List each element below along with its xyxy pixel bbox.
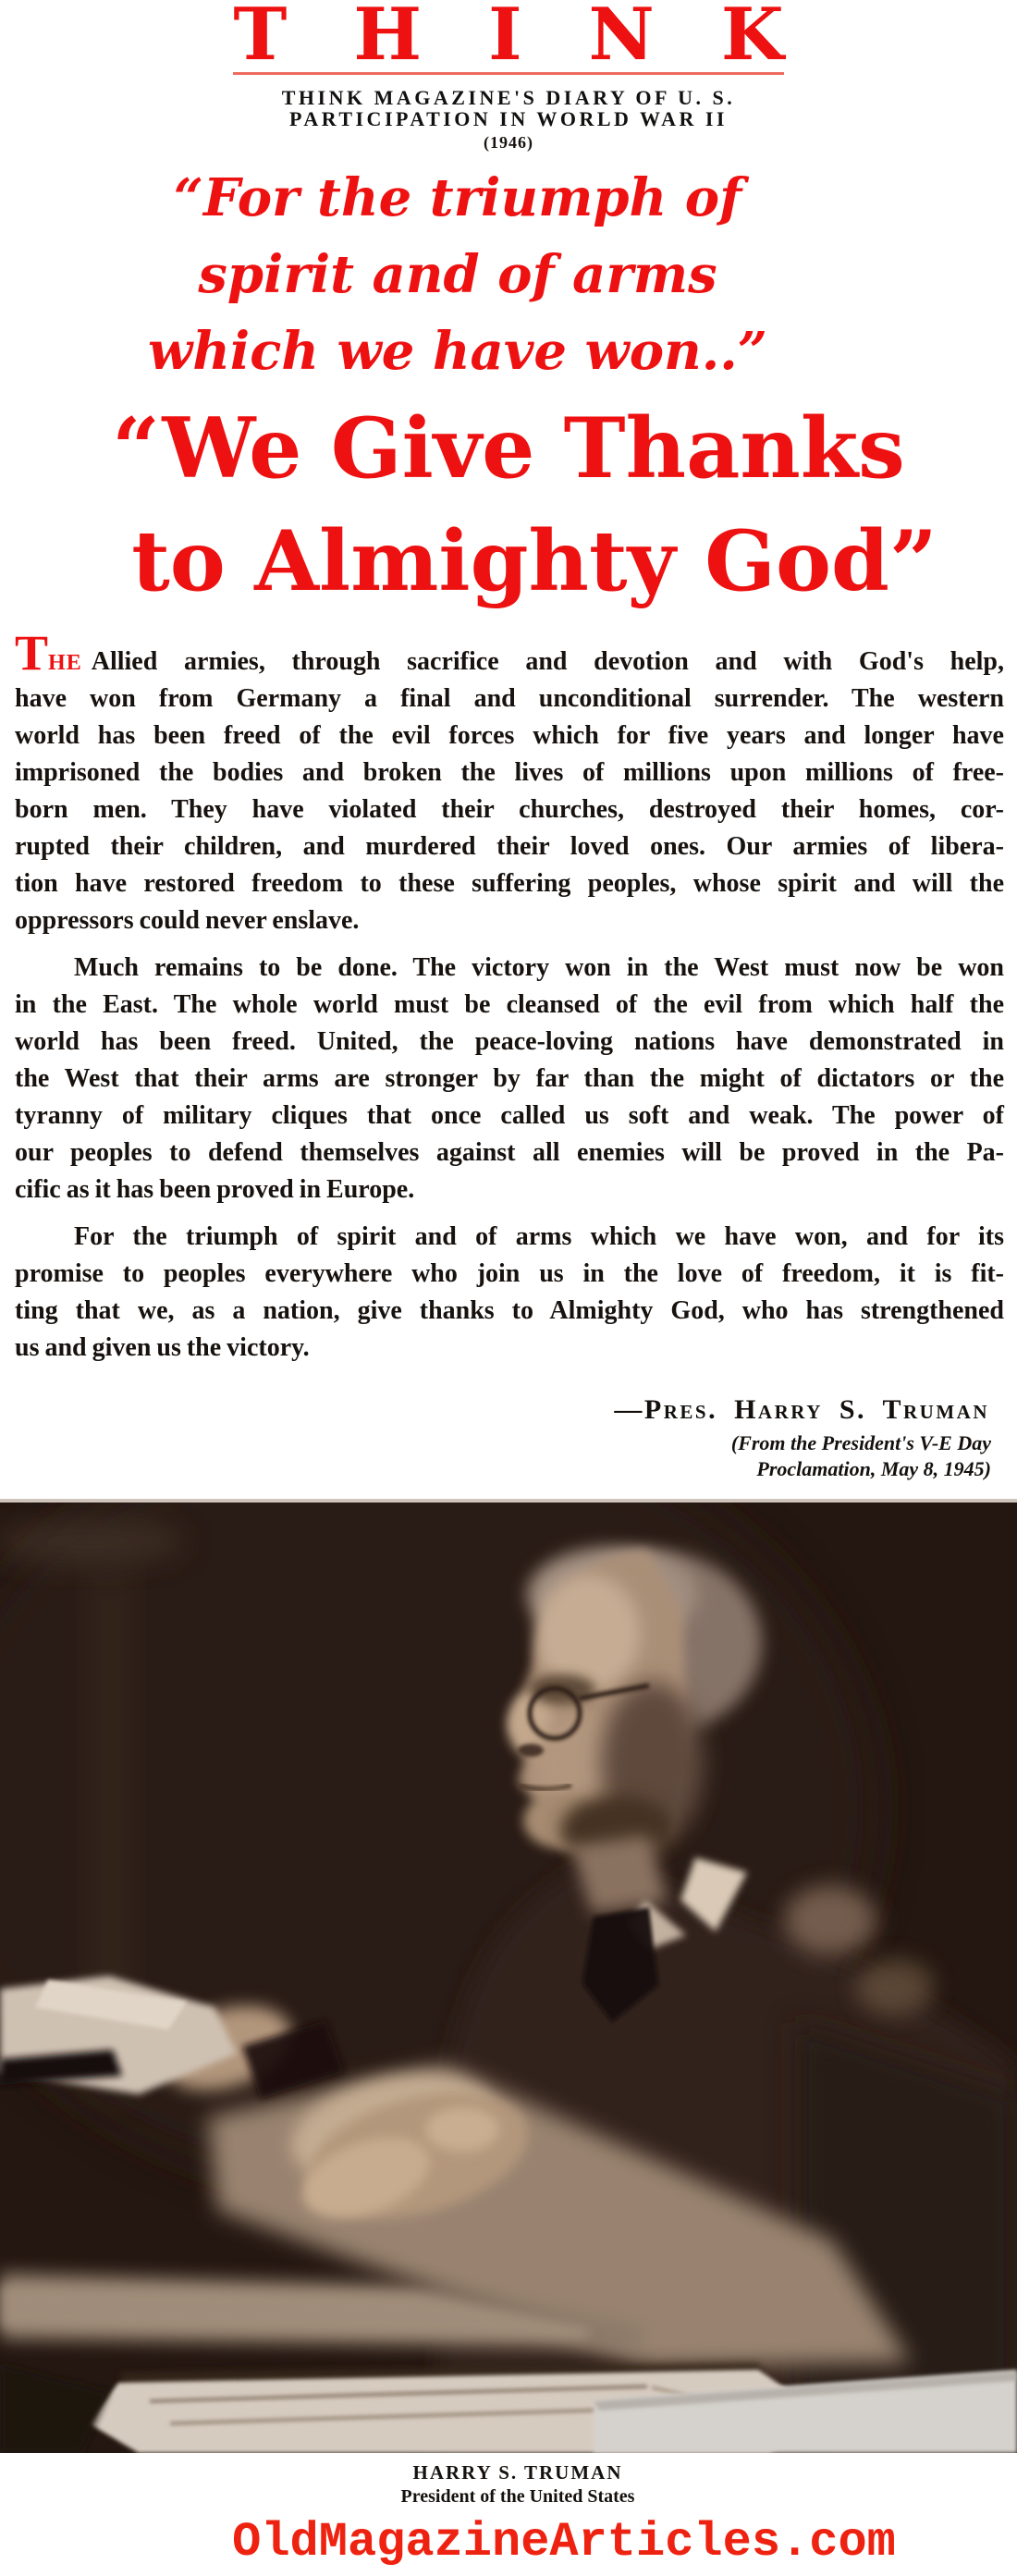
masthead xyxy=(0,0,1017,153)
paragraph-3 xyxy=(15,1219,1004,1367)
body-line: rupted their children, and murdered their loved ones. Our armies of libera- xyxy=(15,832,1004,861)
body-line: us and given us the victory. xyxy=(15,1333,310,1362)
pull-quote-line1: “For the triumph of xyxy=(173,167,742,228)
magazine-title: THINK xyxy=(233,0,851,77)
attribution-credit xyxy=(0,1430,1017,1482)
body-line: tion have restored freedom to these suffering peoples, whose spirit and will the xyxy=(15,869,1004,898)
body-line: cific as it has been proved in Europe. xyxy=(15,1175,415,1204)
body-line: tyranny of military cliques that once called us soft and weak. The power of xyxy=(15,1101,1004,1130)
masthead-subtitle-line1: THINK MAGAZINE'S DIARY OF U. S. xyxy=(281,86,736,109)
body-line xyxy=(15,625,1004,681)
photo-frame xyxy=(0,1499,1017,2453)
body-line: imprisoned the bodies and broken the lives of millions upon millions of free- xyxy=(15,758,1004,787)
pull-quote xyxy=(0,160,915,390)
paragraph-2 xyxy=(15,950,1004,1208)
body-line: ting that we, as a nation, give thanks to Almighty God, who has strengthened xyxy=(15,1296,1004,1325)
dropcap-letter: T xyxy=(15,625,49,681)
photo-caption-title: President of the United States xyxy=(400,2486,635,2507)
masthead-year: (1946) xyxy=(484,133,533,152)
article-body xyxy=(15,625,1004,1367)
body-line: the West that their arms are stronger by far than the might of dictators or the xyxy=(15,1064,1004,1093)
photo-caption-name: HARRY S. TRUMAN xyxy=(412,2461,623,2484)
headline-line2: to Almighty God” xyxy=(131,512,937,610)
body-line: have won from Germany a final and unconditional surrender. The western xyxy=(15,684,1004,713)
body-line: world has been freed. United, the peace-loving nations have demonstrated in xyxy=(15,1027,1004,1056)
paragraph-1 xyxy=(15,625,1004,939)
body-line: born men. They have violated their churches, destroyed their homes, cor- xyxy=(15,795,1004,824)
credit-line2: Proclamation, May 8, 1945) xyxy=(756,1457,991,1480)
dropcap-smallcaps: HE xyxy=(48,651,82,675)
body-line: promise to peoples everywhere who join us in the love of freedom, it is fit- xyxy=(15,1259,1004,1288)
body-line: world has been freed of the evil forces which for five years and longer have xyxy=(15,721,1004,750)
truman-photo xyxy=(0,1503,1017,2453)
credit-line1: (From the President's V-E Day xyxy=(730,1431,991,1454)
headline xyxy=(0,392,1017,618)
body-line: Much remains to be done. The victory won in the West must now be won xyxy=(74,953,1004,982)
body-line: our peoples to defend themselves against all enemies will be proved in the Pa- xyxy=(15,1138,1004,1167)
body-line: For the triumph of spirit and of arms which we have won, and for its xyxy=(74,1222,1004,1251)
pull-quote-line2: spirit and of arms xyxy=(198,244,717,305)
body-line-text: Allied armies, through sacrifice and devotion and with God's help, xyxy=(91,647,1004,676)
body-line: in the East. The whole world must be cleansed of the evil from which half the xyxy=(15,990,1004,1019)
headline-line1: “We Give Thanks xyxy=(112,399,905,497)
pull-quote-line3: which we have won..” xyxy=(148,321,767,382)
attribution-name: —Pres. Harry S. Truman xyxy=(614,1394,989,1425)
site-watermark: OldMagazineArticles.com xyxy=(232,2515,896,2570)
body-line: oppressors could never enslave. xyxy=(15,906,360,935)
masthead-subtitle-line2: PARTICIPATION IN WORLD WAR II xyxy=(289,107,728,130)
